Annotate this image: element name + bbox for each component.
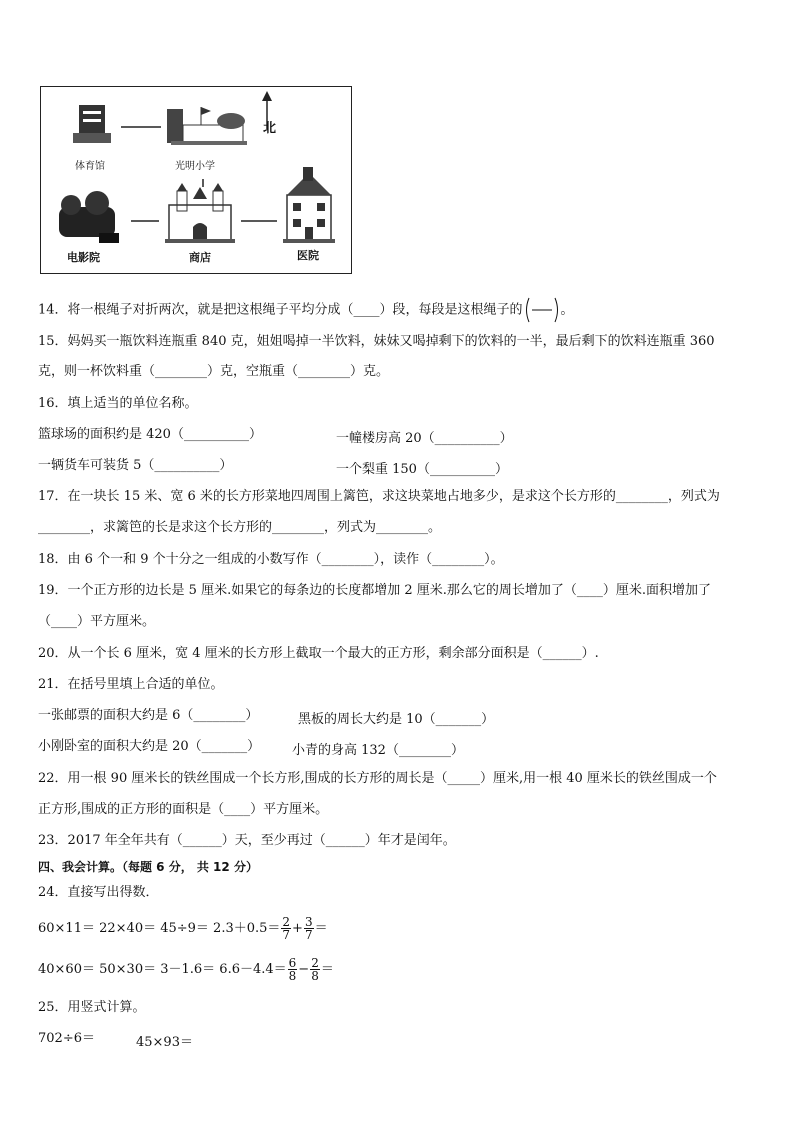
- fraction-blank-icon: [523, 296, 561, 324]
- fraction-numerator: 2: [282, 915, 291, 929]
- gym-label: 体育馆: [75, 161, 105, 172]
- question-21-item-2: 黑板的周长大约是 10（_______）: [298, 712, 495, 727]
- question-21-item-1: 一张邮票的面积大约是 6（________）: [38, 708, 259, 723]
- question-25: 25．用竖式计算。: [38, 1000, 146, 1015]
- question-20: 20．从一个长 6 厘米，宽 4 厘米的长方形上截取一个最大的正方形，剩余部分面积是（______）.: [38, 646, 599, 661]
- shop-label: 商店: [189, 251, 211, 264]
- question-24-row-2: [38, 955, 334, 985]
- question-21-item-4: 小青的身高 132（________）: [292, 743, 464, 758]
- question-24-row-2-text: 40×60＝ 50×30＝ 3－1.6＝ 6.6－4.4＝: [38, 962, 287, 977]
- school-icon: [167, 107, 247, 145]
- fraction-2-7: [281, 916, 291, 941]
- equals-sign: ＝: [320, 962, 334, 977]
- fraction-3-7: [304, 916, 314, 941]
- shop-icon: [165, 183, 235, 243]
- fraction-denominator: 7: [304, 928, 313, 942]
- cinema-label: 电影院: [67, 251, 100, 264]
- fraction-numerator: 3: [304, 915, 313, 929]
- map-illustrations: [41, 87, 351, 273]
- question-17-line-1: 17．在一块长 15 米、宽 6 米的长方形菜地四周围上篱笆，求这块菜地占地多少，是求这个长方形的________，列式为: [38, 489, 720, 504]
- question-22-line-1: 22．用一根 90 厘米长的铁丝围成一个长方形,围成的长方形的周长是（_____）厘米,用一根 40 厘米长的铁丝围成一个: [38, 771, 717, 786]
- minus-sign: −: [298, 962, 310, 977]
- map-figure: [40, 86, 352, 274]
- cinema-icon: [59, 191, 119, 243]
- question-25-item-1: 702÷6＝: [38, 1031, 95, 1046]
- question-17-line-2: ________，求篱笆的长是求这个长方形的________，列式为________。: [38, 520, 442, 535]
- equals-sign: ＝: [314, 921, 328, 936]
- section-4-heading: 四、我会计算。（每题 6 分， 共 12 分）: [38, 860, 258, 874]
- question-14-text: 14．将一根绳子对折两次，就是把这根绳子平均分成（____）段，每段是这根绳子的: [38, 302, 523, 318]
- hospital-label: 医院: [297, 249, 319, 262]
- question-14: 14．将一根绳子对折两次，就是把这根绳子平均分成（____）段，每段是这根绳子的 。: [38, 296, 574, 324]
- school-label: 光明小学: [175, 161, 215, 172]
- question-18: 18．由 6 个一和 9 个十分之一组成的小数写作（________），读作（________）。: [38, 552, 504, 567]
- gym-icon: [73, 105, 111, 143]
- question-15-line-2: 克，则一杯饮料重（________）克，空瓶重（________）克。: [38, 364, 390, 379]
- question-19-line-2: （____）平方厘米。: [38, 614, 156, 629]
- question-24-row-1: [38, 914, 328, 944]
- question-15-line-1: 15．妈妈买一瓶饮料连瓶重 840 克，姐姐喝掉一半饮料，妹妹又喝掉剩下的饮料的一半，最后剩下的饮料连瓶重 360: [38, 334, 715, 349]
- question-16-item-4: 一个梨重 150（__________）: [336, 462, 508, 477]
- question-16-item-3: 一辆货车可装货 5（__________）: [38, 458, 233, 473]
- fraction-numerator: 6: [288, 956, 297, 970]
- hospital-icon: [283, 167, 335, 243]
- fraction-numerator: 2: [311, 956, 319, 970]
- fraction-2-8: [310, 957, 320, 982]
- question-23: 23．2017 年全年共有（______）天，至少再过（______）年才是闰年。: [38, 833, 456, 848]
- question-19-line-1: 19．一个正方形的边长是 5 厘米.如果它的每条边的长度都增加 2 厘米.那么它的周长增加了（____）厘米.面积增加了: [38, 583, 712, 598]
- question-16: 16．填上适当的单位名称。: [38, 396, 198, 411]
- question-16-item-2: 一幢楼房高 20（__________）: [336, 431, 513, 446]
- question-25-item-2: 45×93＝: [136, 1035, 193, 1050]
- fraction-denominator: 8: [288, 969, 297, 983]
- question-16-item-1: 篮球场的面积约是 420（__________）: [38, 427, 262, 442]
- fraction-6-8: [288, 957, 298, 982]
- question-24: 24．直接写出得数．: [38, 885, 159, 900]
- plus-sign: +: [292, 921, 303, 936]
- question-21-item-3: 小刚卧室的面积大约是 20（_______）: [38, 739, 261, 754]
- fraction-denominator: 7: [282, 928, 291, 942]
- question-24-row-1-text: 60×11＝ 22×40＝ 45÷9＝ 2.3＋0.5＝: [38, 921, 281, 936]
- north-label: 北: [263, 121, 277, 136]
- question-22-line-2: 正方形,围成的正方形的面积是（____）平方厘米。: [38, 802, 329, 817]
- question-21: 21．在括号里填上合适的单位。: [38, 677, 224, 692]
- fraction-denominator: 8: [311, 969, 319, 983]
